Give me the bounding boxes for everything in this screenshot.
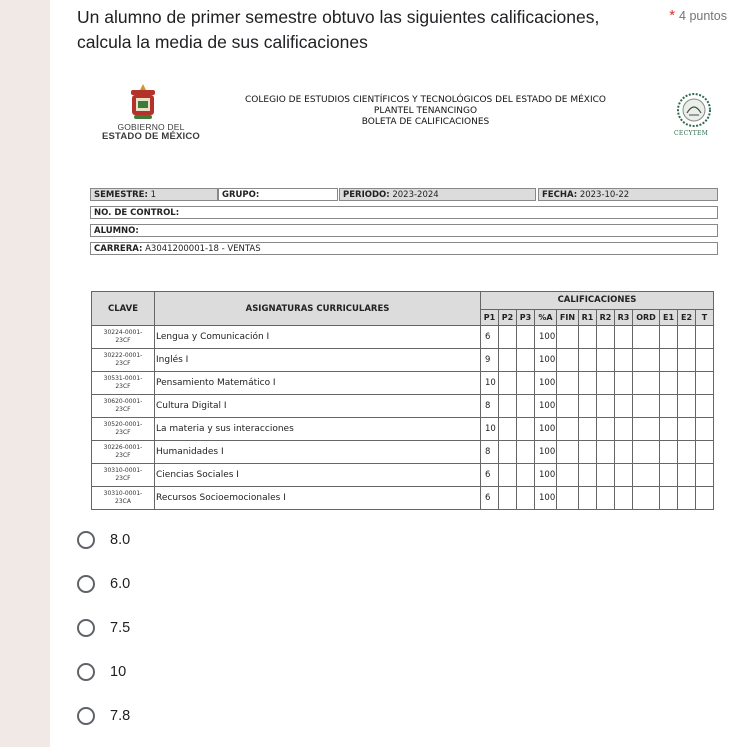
fecha-field: FECHA: 2023-10-22 <box>538 188 718 201</box>
empty-cell <box>660 487 678 510</box>
percent-cell: 100 <box>535 487 557 510</box>
table-row <box>92 372 714 395</box>
government-label: GOBIERNO DEL ESTADO DE MÉXICO <box>101 122 201 142</box>
empty-cell <box>517 487 535 510</box>
empty-cell <box>517 349 535 372</box>
required-mark: * <box>669 7 676 24</box>
answer-option[interactable] <box>77 704 130 728</box>
empty-cell <box>517 395 535 418</box>
asignatura-cell: Inglés I <box>155 349 481 372</box>
p1-cell: 8 <box>481 441 499 464</box>
table-row <box>92 395 714 418</box>
empty-cell <box>660 395 678 418</box>
empty-cell <box>633 395 660 418</box>
empty-cell <box>660 372 678 395</box>
empty-cell <box>597 418 615 441</box>
empty-cell <box>499 349 517 372</box>
left-margin <box>0 0 50 747</box>
empty-cell <box>597 441 615 464</box>
asignatura-cell: Pensamiento Matemático I <box>155 372 481 395</box>
empty-cell <box>579 326 597 349</box>
radio-button[interactable] <box>77 575 95 593</box>
empty-cell <box>696 372 714 395</box>
empty-cell <box>557 487 579 510</box>
option-label[interactable]: 7.5 <box>110 620 131 636</box>
empty-cell <box>615 464 633 487</box>
empty-cell <box>633 441 660 464</box>
clave-cell: 30310-0001- 23CA <box>92 487 155 510</box>
option-label[interactable]: 6.0 <box>110 576 131 592</box>
sub-header: FIN <box>557 309 579 326</box>
empty-cell <box>633 349 660 372</box>
table-row <box>92 349 714 372</box>
empty-cell <box>517 372 535 395</box>
table-row <box>92 441 714 464</box>
empty-cell <box>557 464 579 487</box>
sub-header: E1 <box>660 309 678 326</box>
alumno-field: ALUMNO: <box>90 224 718 237</box>
empty-cell <box>678 418 696 441</box>
empty-cell <box>678 349 696 372</box>
p1-cell: 9 <box>481 349 499 372</box>
empty-cell <box>615 418 633 441</box>
empty-cell <box>696 487 714 510</box>
empty-cell <box>678 464 696 487</box>
empty-cell <box>597 395 615 418</box>
empty-cell <box>633 487 660 510</box>
empty-cell <box>615 349 633 372</box>
empty-cell <box>660 464 678 487</box>
empty-cell <box>660 418 678 441</box>
clave-cell: 30520-0001- 23CF <box>92 418 155 441</box>
empty-cell <box>579 464 597 487</box>
empty-cell <box>499 395 517 418</box>
sub-header: E2 <box>678 309 696 326</box>
empty-cell <box>517 464 535 487</box>
percent-cell: 100 <box>535 464 557 487</box>
empty-cell <box>615 326 633 349</box>
option-label[interactable]: 10 <box>110 664 127 680</box>
radio-button[interactable] <box>77 619 95 637</box>
clave-cell: 30310-0001- 23CF <box>92 464 155 487</box>
empty-cell <box>499 418 517 441</box>
points-text: 4 puntos <box>679 9 727 23</box>
empty-cell <box>633 372 660 395</box>
empty-cell <box>517 441 535 464</box>
sub-header: P1 <box>481 309 499 326</box>
empty-cell <box>579 395 597 418</box>
empty-cell <box>597 326 615 349</box>
asignatura-cell: Humanidades I <box>155 441 481 464</box>
clave-cell: 30222-0001- 23CF <box>92 349 155 372</box>
empty-cell <box>633 418 660 441</box>
control-field: NO. DE CONTROL: <box>90 206 718 219</box>
asignatura-cell: Ciencias Sociales I <box>155 464 481 487</box>
clave-cell: 30226-0001- 23CF <box>92 441 155 464</box>
empty-cell <box>678 326 696 349</box>
answer-option[interactable] <box>77 572 130 596</box>
clave-header: CLAVE <box>92 292 155 326</box>
sub-header: R1 <box>579 309 597 326</box>
state-seal-icon <box>128 84 158 122</box>
percent-cell: 100 <box>535 326 557 349</box>
p1-cell: 6 <box>481 464 499 487</box>
empty-cell <box>696 441 714 464</box>
cecytem-logo-icon <box>675 93 713 129</box>
percent-cell: 100 <box>535 441 557 464</box>
p1-cell: 10 <box>481 372 499 395</box>
percent-cell: 100 <box>535 372 557 395</box>
empty-cell <box>678 372 696 395</box>
empty-cell <box>633 326 660 349</box>
radio-button[interactable] <box>77 663 95 681</box>
empty-cell <box>615 487 633 510</box>
empty-cell <box>660 441 678 464</box>
empty-cell <box>597 372 615 395</box>
percent-cell: 100 <box>535 349 557 372</box>
empty-cell <box>696 349 714 372</box>
school-header: COLEGIO DE ESTUDIOS CIENTÍFICOS Y TECNOLÓGICOS DEL ESTADO DE MÉXICO PLANTEL TENANCINGO BOLETA DE CALIFICACIONES <box>245 95 606 127</box>
p1-cell: 10 <box>481 418 499 441</box>
question-title: Un alumno de primer semestre obtuvo las siguientes calificaciones, calcula la media de sus calificaciones <box>77 7 600 52</box>
empty-cell <box>557 372 579 395</box>
empty-cell <box>597 464 615 487</box>
asignaturas-header: ASIGNATURAS CURRICULARES <box>155 292 481 326</box>
table-row <box>92 464 714 487</box>
empty-cell <box>499 372 517 395</box>
answer-option[interactable] <box>77 616 130 640</box>
empty-cell <box>678 441 696 464</box>
empty-cell <box>557 418 579 441</box>
calificaciones-header: CALIFICACIONES <box>481 292 714 310</box>
periodo-field: PERIODO: 2023-2024 <box>339 188 536 201</box>
radio-button[interactable] <box>77 707 95 725</box>
empty-cell <box>696 326 714 349</box>
p1-cell: 6 <box>481 487 499 510</box>
cecytem-label: CECYTEM <box>674 130 709 137</box>
p1-cell: 8 <box>481 395 499 418</box>
empty-cell <box>615 372 633 395</box>
empty-cell <box>517 326 535 349</box>
empty-cell <box>557 326 579 349</box>
empty-cell <box>557 395 579 418</box>
percent-cell: 100 <box>535 395 557 418</box>
option-label[interactable]: 8.0 <box>110 532 131 548</box>
empty-cell <box>579 441 597 464</box>
points-indicator <box>669 7 727 24</box>
empty-cell <box>615 441 633 464</box>
asignatura-cell: Recursos Socioemocionales I <box>155 487 481 510</box>
empty-cell <box>597 487 615 510</box>
clave-cell: 30531-0001- 23CF <box>92 372 155 395</box>
asignatura-cell: Cultura Digital I <box>155 395 481 418</box>
empty-cell <box>660 326 678 349</box>
answer-option[interactable] <box>77 660 126 684</box>
empty-cell <box>660 349 678 372</box>
empty-cell <box>579 487 597 510</box>
clave-cell: 30224-0001- 23CF <box>92 326 155 349</box>
empty-cell <box>678 487 696 510</box>
grupo-field: GRUPO: <box>218 188 338 201</box>
empty-cell <box>499 326 517 349</box>
empty-cell <box>517 418 535 441</box>
sub-header: %A <box>535 309 557 326</box>
asignatura-cell: La materia y sus interacciones <box>155 418 481 441</box>
asignatura-cell: Lengua y Comunicación I <box>155 326 481 349</box>
empty-cell <box>696 395 714 418</box>
semestre-field: SEMESTRE: 1 <box>90 188 218 201</box>
empty-cell <box>557 349 579 372</box>
sub-header: T <box>696 309 714 326</box>
p1-cell: 6 <box>481 326 499 349</box>
table-row <box>92 487 714 510</box>
empty-cell <box>499 487 517 510</box>
empty-cell <box>696 418 714 441</box>
empty-cell <box>579 418 597 441</box>
sub-header: R3 <box>615 309 633 326</box>
empty-cell <box>557 441 579 464</box>
sub-header: R2 <box>597 309 615 326</box>
sub-header: P2 <box>499 309 517 326</box>
empty-cell <box>579 372 597 395</box>
sub-header: ORD <box>633 309 660 326</box>
table-row <box>92 418 714 441</box>
option-label[interactable]: 7.8 <box>110 708 131 724</box>
empty-cell <box>696 464 714 487</box>
empty-cell <box>499 441 517 464</box>
empty-cell <box>499 464 517 487</box>
empty-cell <box>678 395 696 418</box>
grades-table <box>91 291 714 510</box>
percent-cell: 100 <box>535 418 557 441</box>
sub-header: P3 <box>517 309 535 326</box>
table-row <box>92 326 714 349</box>
clave-cell: 30620-0001- 23CF <box>92 395 155 418</box>
empty-cell <box>633 464 660 487</box>
answer-option[interactable] <box>77 528 130 552</box>
empty-cell <box>597 349 615 372</box>
radio-button[interactable] <box>77 531 95 549</box>
carrera-field: CARRERA: A3041200001-18 - VENTAS <box>90 242 718 255</box>
empty-cell <box>615 395 633 418</box>
empty-cell <box>579 349 597 372</box>
report-card-image <box>78 78 723 518</box>
